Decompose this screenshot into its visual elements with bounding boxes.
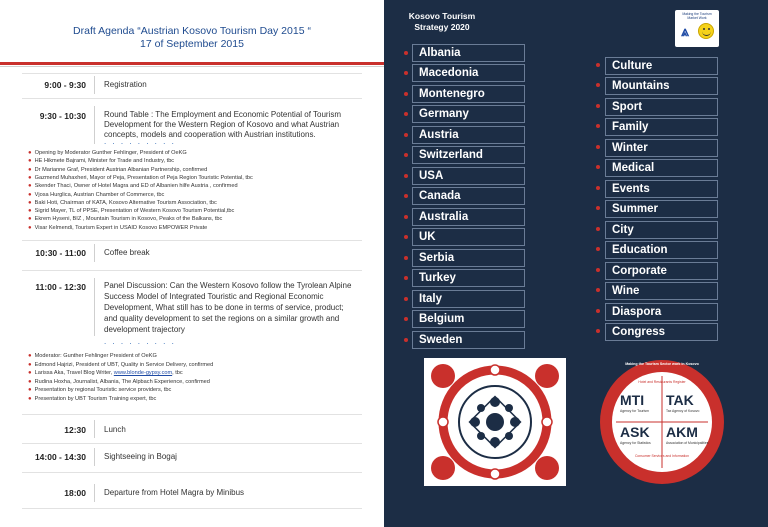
session-desc-line: Development, What still has to be done in terms of service, product; — [104, 303, 344, 312]
bullet-icon — [404, 174, 408, 178]
country-item: Austria — [412, 126, 525, 144]
divider — [22, 240, 362, 241]
session-desc: Sightseeing in Bogaj — [104, 452, 177, 461]
agency-ask: ASK — [620, 424, 650, 440]
hub-node — [505, 432, 513, 440]
country-item: Sweden — [412, 331, 525, 349]
inner-top-label: Hotel and Restaurants Register — [638, 380, 686, 384]
country-item: Australia — [412, 208, 525, 226]
ring-node — [490, 365, 500, 375]
theme-item: Wine — [605, 282, 718, 300]
agency-tak-sub: Tax Agency of Kosovo — [666, 409, 700, 413]
corner-node — [535, 364, 559, 388]
divider — [22, 443, 362, 444]
session-desc-line: development trajectory — [104, 325, 185, 334]
agencies-diagram — [596, 358, 728, 486]
participant-item: ● Dr Marianne Graf, President Austrian Albanian Partnership, confirmed — [28, 166, 208, 173]
country-item: Macedonia — [412, 64, 525, 82]
logo-mark-icon: ⩓ — [681, 23, 689, 39]
session-time: 10:30 - 11:00 — [35, 248, 86, 258]
session-desc-line: Success Model of Integrated Touristic and Regional Economic — [104, 292, 324, 301]
participant-item: ● Visar Kelmendi, Tourism Expert in USAID Kosovo EMPOWER Private — [28, 224, 208, 231]
participant-item: ● Ekrem Hyseni, BIZ , Mountain Tourism in Kosovo, Peaks of the Balkans, tbc — [28, 216, 223, 223]
cycle-graphic — [424, 358, 566, 486]
theme-item: Mountains — [605, 77, 718, 95]
hub-node — [505, 404, 513, 412]
strategy-title: Kosovo Tourism — [408, 11, 476, 21]
country-item: Albania — [412, 44, 525, 62]
agency-akm-sub: Association of Municipalities — [666, 441, 709, 445]
participant-item: ● Skender Thaci, Owner of Hotel Magra and ED of Albanien hilfe Austria , confirmed — [28, 183, 238, 190]
hub-node — [470, 417, 480, 427]
theme-item: Congress — [605, 323, 718, 341]
bullet-icon — [596, 124, 600, 128]
country-item: Montenegro — [412, 85, 525, 103]
country-item: Turkey — [412, 269, 525, 287]
participant-item: ● Rudina Hoxha, Journalist, Albania, The Alpbach Experience, confirmed — [28, 378, 210, 385]
bullet-icon — [404, 215, 408, 219]
participant-item: ● Edmond Hajrizi, President of UBT, Quality in Service Delivery, confirmed — [28, 361, 214, 368]
corner-node — [431, 456, 455, 480]
theme-item: Corporate — [605, 262, 718, 280]
bullet-icon — [596, 186, 600, 190]
divider — [22, 270, 362, 271]
divider — [22, 98, 362, 99]
time-separator — [94, 106, 95, 144]
bullet-icon — [596, 247, 600, 251]
hub-node — [477, 432, 485, 440]
session-desc-line: and quality development to set the regions on a similar growth and — [104, 314, 340, 323]
hub-node — [490, 397, 500, 407]
theme-item: Summer — [605, 200, 718, 218]
divider — [22, 414, 362, 415]
bullet-icon — [404, 112, 408, 116]
country-item: Germany — [412, 105, 525, 123]
session-time: 18:00 — [64, 488, 86, 498]
bullet-icon — [404, 338, 408, 342]
blog-link[interactable]: www.blonde-gypsy.com — [113, 370, 173, 376]
time-separator — [94, 244, 95, 262]
theme-item: City — [605, 221, 718, 239]
bullet-icon — [596, 309, 600, 313]
bullet-icon — [596, 83, 600, 87]
country-item: Canada — [412, 187, 525, 205]
agency-mti-sub: Agency for Tourism — [620, 409, 649, 413]
hub-node — [510, 417, 520, 427]
bullet-icon — [596, 227, 600, 231]
session-desc: Registration — [104, 80, 147, 89]
session-desc-line: Development for the Western Region of Kosovo and what Austrian — [104, 120, 340, 129]
divider — [22, 508, 362, 509]
tourism-cycle-diagram — [424, 358, 566, 486]
ring-node — [542, 417, 552, 427]
smiley-icon — [698, 23, 714, 39]
theme-item: Diaspora — [605, 303, 718, 321]
divider — [22, 73, 362, 74]
participant-item: ● Larissa Aka, Travel Blog Writer, www.blonde-gypsy.com, tbc — [28, 370, 183, 376]
dots-divider: . . . . . . . . . — [104, 337, 176, 346]
agenda-title: Draft Agenda “Austrian Kosovo Tourism Day 2015 “ — [73, 25, 311, 37]
participant-item: ● Presentation by UBT Tourism Training expert, tbc — [28, 395, 157, 402]
agency-akm: AKM — [666, 424, 698, 440]
bullet-icon — [404, 317, 408, 321]
session-desc: Departure from Hotel Magra by Minibus — [104, 488, 245, 497]
bullet-icon — [596, 165, 600, 169]
session-desc: Lunch — [104, 425, 126, 434]
session-time: 11:00 - 12:30 — [35, 282, 86, 292]
bullet-icon — [404, 256, 408, 260]
bullet-icon — [404, 71, 408, 75]
bullet-icon — [404, 194, 408, 198]
agenda-date: 17 of September 2015 — [140, 38, 244, 50]
theme-item: Events — [605, 180, 718, 198]
bullet-icon — [596, 206, 600, 210]
top-rule — [0, 62, 384, 65]
country-item: Serbia — [412, 249, 525, 267]
participant-item: ● Sigrid Mayer, TL of PPSE, Presentation of Western Kosovo Tourism Potential,tbc — [28, 208, 235, 215]
participant-item: ● Baki Hoti, Chairman of KATA, Kosovo Alternative Tourism Association, tbc — [28, 199, 217, 206]
strategy-subtitle: Strategy 2020 — [414, 22, 470, 32]
bullet-icon — [404, 276, 408, 280]
bullet-icon — [404, 297, 408, 301]
session-time: 9:00 - 9:30 — [44, 80, 86, 90]
agency-tak: TAK — [666, 392, 694, 408]
theme-item: Sport — [605, 98, 718, 116]
ring-node — [490, 469, 500, 479]
country-item: Switzerland — [412, 146, 525, 164]
time-separator — [94, 448, 95, 466]
session-time: 9:30 - 10:30 — [39, 111, 86, 121]
inner-bottom-label: Consumer Services and Information — [634, 454, 690, 458]
agency-ask-sub: Agency for Statistics — [620, 441, 651, 445]
theme-item: Family — [605, 118, 718, 136]
time-separator — [94, 278, 95, 336]
bullet-icon — [596, 145, 600, 149]
participant-item: ● Vjosa Hurglica, Austrian Chamber of Commerce, tbc — [28, 191, 165, 198]
bullet-icon — [596, 288, 600, 292]
country-item: Italy — [412, 290, 525, 308]
participant-item: ● Gazmend Muhaxheri, Mayor of Peja, Presentation of Peja Region Touristic Potential, tbc — [28, 174, 253, 181]
corner-node — [535, 456, 559, 480]
hub-node — [490, 437, 500, 447]
time-separator — [94, 76, 95, 94]
bullet-icon — [596, 268, 600, 272]
bullet-icon — [404, 235, 408, 239]
divider — [22, 472, 362, 473]
top-rule-thin — [0, 66, 384, 67]
logo: Making the Tourism Market Work ⩓ — [675, 10, 719, 47]
theme-item: Medical — [605, 159, 718, 177]
theme-item: Winter — [605, 139, 718, 157]
theme-item: Education — [605, 241, 718, 259]
session-desc: Coffee break — [104, 248, 150, 257]
participant-item: ● Moderator: Gunther Fehlinger President of OeKG — [28, 353, 157, 359]
time-separator — [94, 420, 95, 438]
country-item: UK — [412, 228, 525, 246]
bullet-icon — [596, 104, 600, 108]
hub-node — [477, 404, 485, 412]
ring-text: Making the Tourism Sector work in Kosovo — [625, 362, 699, 366]
session-time: 14:00 - 14:30 — [34, 452, 86, 462]
bullet-icon — [596, 63, 600, 67]
bullet-icon — [404, 133, 408, 137]
dots-divider: . . . . . . . . . — [104, 137, 176, 146]
participant-item: ● HE Hikmete Bajrami, Minister for Trade and Industry, tbc — [28, 158, 175, 165]
bullet-icon — [404, 51, 408, 55]
center-hub — [486, 413, 504, 431]
country-item: USA — [412, 167, 525, 185]
corner-node — [431, 364, 455, 388]
session-desc-line: Panel Discussion: Can the Western Kosovo follow the Tyrolean Alpine — [104, 281, 352, 290]
bullet-icon — [596, 329, 600, 333]
bullet-icon — [404, 153, 408, 157]
participant-item: ● Opening by Moderator Gunther Fehlinger, President of OeKG — [28, 150, 187, 156]
agency-mti: MTI — [620, 392, 645, 408]
country-item: Belgium — [412, 310, 525, 328]
bullet-icon — [404, 92, 408, 96]
ring-node — [438, 417, 448, 427]
session-desc-line: concepts, models and cooperation with Austrian institutions. — [104, 130, 316, 139]
time-separator — [94, 484, 95, 502]
theme-item: Culture — [605, 57, 718, 75]
agencies-graphic — [596, 358, 728, 486]
session-time: 12:30 — [64, 425, 86, 435]
session-desc-line: Round Table : The Employment and Economic Potential of Tourism — [104, 110, 342, 119]
participant-item: ● Presentation by regional Touristic service providers, tbc — [28, 387, 172, 393]
